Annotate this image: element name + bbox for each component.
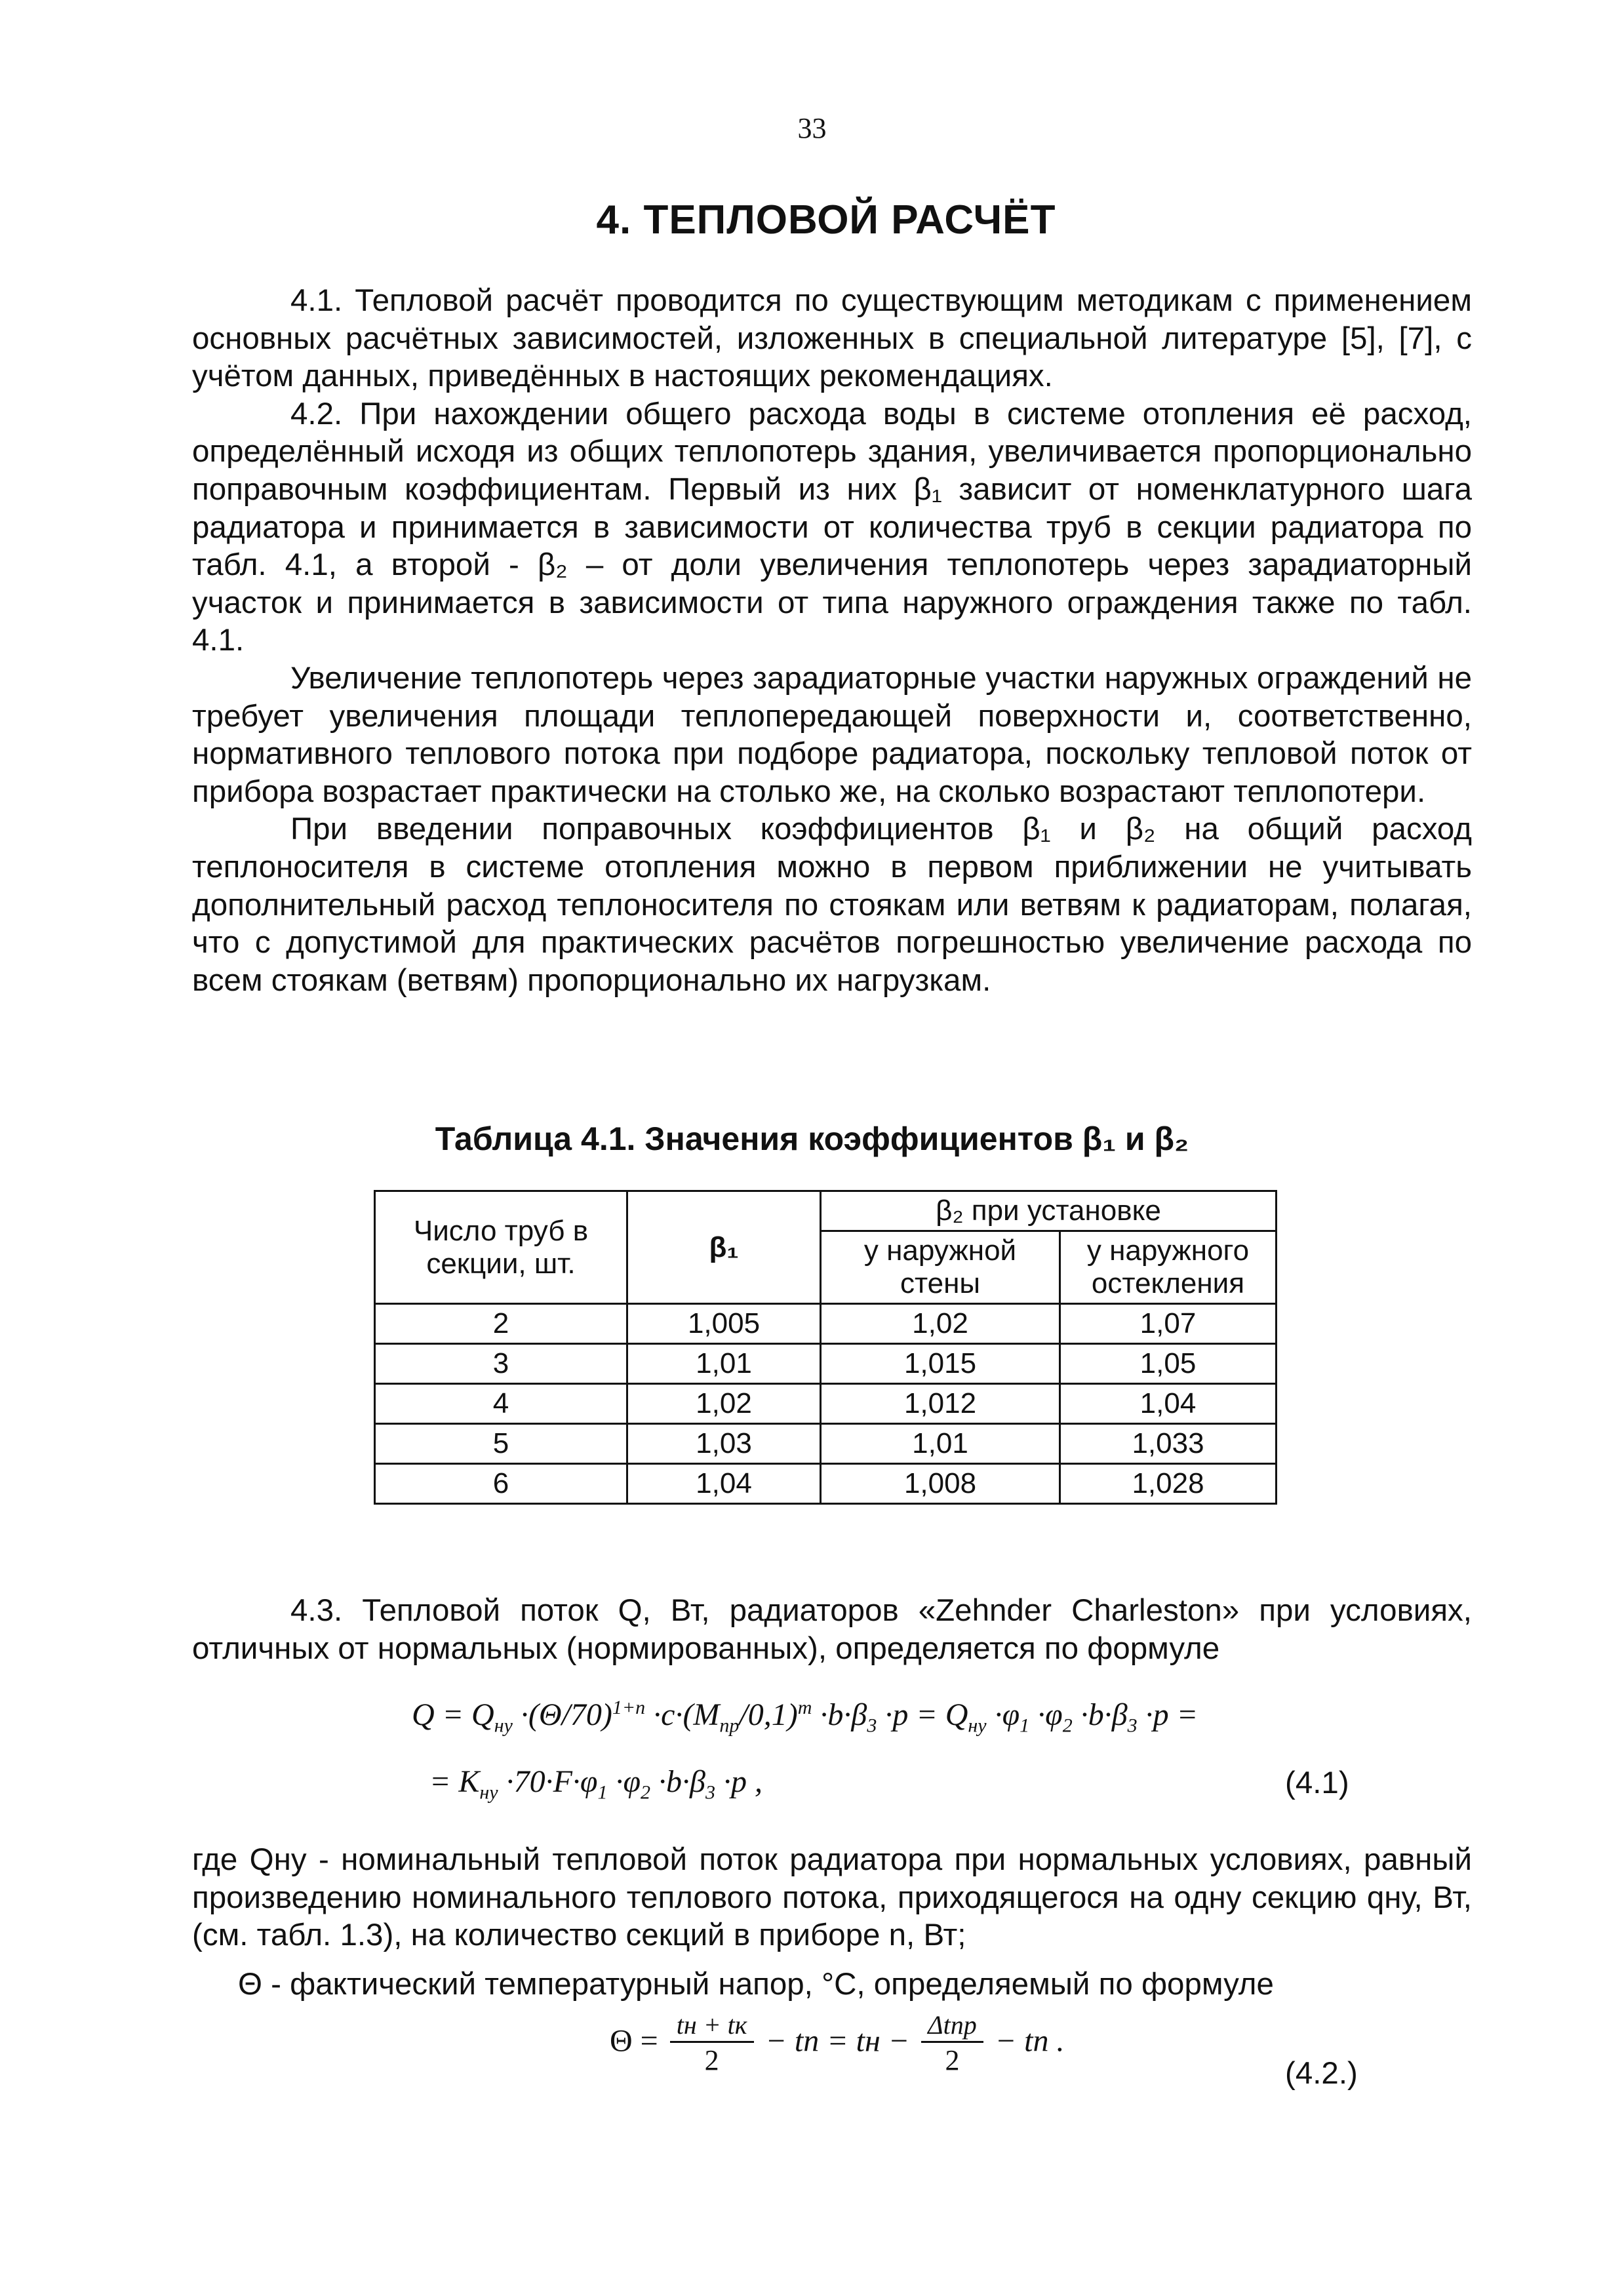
paragraph-coefficients: При введении поправочных коэффициентов β₁ и β₂ на общий расход теплоносителя в системе отопления можно в первом приближении не учитывать дополнительный расход теплоносителя по стоякам или ветвям к радиаторам, полагая, что с допустимой для практических расчётов погрешностью увеличение расхода по всем стоякам (ветвям) пропорционально их нагрузкам. bbox=[192, 812, 1472, 998]
table-cell: 1,033 bbox=[1060, 1424, 1277, 1464]
page-number: 33 bbox=[797, 112, 827, 144]
coefficients-table bbox=[374, 1190, 1277, 1505]
table-cell: 1,03 bbox=[627, 1424, 821, 1464]
table-caption: Таблица 4.1. Значения коэффициентов β₁ и β₂ bbox=[435, 1120, 1189, 1157]
table-cell: 5 bbox=[375, 1424, 627, 1464]
equation-number-4-2: (4.2.) bbox=[1285, 2056, 1358, 2091]
table-cell: 1,008 bbox=[821, 1464, 1060, 1504]
section-title: 4. ТЕПЛОВОЙ РАСЧЁТ bbox=[596, 197, 1056, 243]
table-cell: 1,005 bbox=[627, 1304, 821, 1344]
equation-number-4-1: (4.1) bbox=[1285, 1766, 1349, 1800]
formula-4-1-line-1: $Q = Q_{ну} \cdot(\Theta/70)^{1+n} \cdot c\cdot(M_{пр}/0,1)^m \cdot b\cdot\beta_3 \cdot p = Q_{ну} \cdot\varphi_1 \cdot\varphi_2 \cdot b\cdot\beta_3 \cdot p$ = bbox=[412, 1697, 1198, 1737]
fraction-1: $\frac{tн + tк}{2}$ bbox=[670, 2009, 754, 2078]
theta-block bbox=[238, 1966, 1471, 2004]
table-row bbox=[375, 1384, 1277, 1424]
theta-text: Θ - фактический температурный напор, °C, определяемый по формуле bbox=[238, 1967, 1274, 2002]
main-text bbox=[192, 282, 1472, 999]
paragraph-4-1: 4.1. Тепловой расчёт проводится по существующим методикам с применением основных расчётных зависимостей, изложенных в специальной литературе [5], [7], с учётом данных, приведённых в настоящих рекомендациях. bbox=[192, 283, 1472, 394]
table-cell: 1,05 bbox=[1060, 1344, 1277, 1384]
table-cell: 2 bbox=[375, 1304, 627, 1344]
table-row bbox=[375, 1464, 1277, 1504]
paragraph-4-3-block bbox=[192, 1592, 1472, 1667]
paragraph-heat-loss: Увеличение теплопотерь через зарадиаторные участки наружных ограждений не требует увеличения площади теплопередающей поверхности и, соответственно, нормативного теплового потока при подборе радиатора, поскольку тепловой поток от прибора возрастает практически на столько же, на сколько возрастают теплопотери. bbox=[192, 660, 1472, 809]
table-row bbox=[375, 1344, 1277, 1384]
formula-4-2 bbox=[610, 2009, 1065, 2078]
table-header-row bbox=[375, 1191, 1277, 1231]
table-cell: 1,01 bbox=[627, 1344, 821, 1384]
fraction-2: $\frac{\text{Δtпр}}{2}$ bbox=[921, 2009, 983, 2078]
table-cell: 3 bbox=[375, 1344, 627, 1384]
formula-4-1-line-2: = $K_{ну} \cdot 70\cdot F\cdot\varphi_1 \cdot\varphi_2 \cdot b\cdot\beta_3 \cdot p$ , bbox=[429, 1764, 762, 1804]
formula-4-2-middle: − tп = tн − bbox=[765, 2023, 910, 2059]
table-cell: 1,02 bbox=[821, 1304, 1060, 1344]
where-text: где Qну - номинальный тепловой поток радиатора при нормальных условиях, равный произведению номинального теплового потока, приходящегося на одну секцию qну, Вт, (см. табл. 1.3), на количество секций в приборе n, Вт; bbox=[192, 1842, 1472, 1953]
header-glazing: у наружного остекления bbox=[1060, 1231, 1277, 1304]
table-cell: 6 bbox=[375, 1464, 627, 1504]
table-cell: 1,028 bbox=[1060, 1464, 1277, 1504]
table-cell: 1,04 bbox=[1060, 1384, 1277, 1424]
header-wall: у наружной стены bbox=[821, 1231, 1060, 1304]
table-cell: 4 bbox=[375, 1384, 627, 1424]
paragraph-4-2: 4.2. При нахождении общего расхода воды в системе отопления её расход, определённый исходя из общих теплопотерь здания, увеличивается пропорционально поправочным коэффициентам. Первый из них β₁ зависит от номенклатурного шага радиатора и принимается в зависимости от количества труб в секции радиатора по табл. 4.1, а второй - β₂ – от доли увеличения теплопотерь через зарадиаторный участок и принимается в зависимости от типа наружного ограждения также по табл. 4.1. bbox=[192, 396, 1472, 658]
table-cell: 1,01 bbox=[821, 1424, 1060, 1464]
table-cell: 1,015 bbox=[821, 1344, 1060, 1384]
table-cell: 1,012 bbox=[821, 1384, 1060, 1424]
formula-4-2-tail: − tп . bbox=[995, 2023, 1065, 2059]
table-cell: 1,07 bbox=[1060, 1304, 1277, 1344]
header-tubes: Число труб в секции, шт. bbox=[375, 1191, 627, 1304]
header-beta1: β₁ bbox=[627, 1191, 821, 1304]
table-row bbox=[375, 1424, 1277, 1464]
paragraph-4-3: 4.3. Тепловой поток Q, Вт, радиаторов «Zehnder Charleston» при условиях, отличных от нормальных (нормированных), определяется по формуле bbox=[192, 1593, 1472, 1666]
header-beta2-group: β₂ при установке bbox=[821, 1191, 1277, 1231]
formula-4-2-lhs: Θ = bbox=[610, 2023, 658, 2059]
table-cell: 1,04 bbox=[627, 1464, 821, 1504]
table-cell: 1,02 bbox=[627, 1384, 821, 1424]
table-row bbox=[375, 1304, 1277, 1344]
where-block bbox=[192, 1841, 1472, 1954]
